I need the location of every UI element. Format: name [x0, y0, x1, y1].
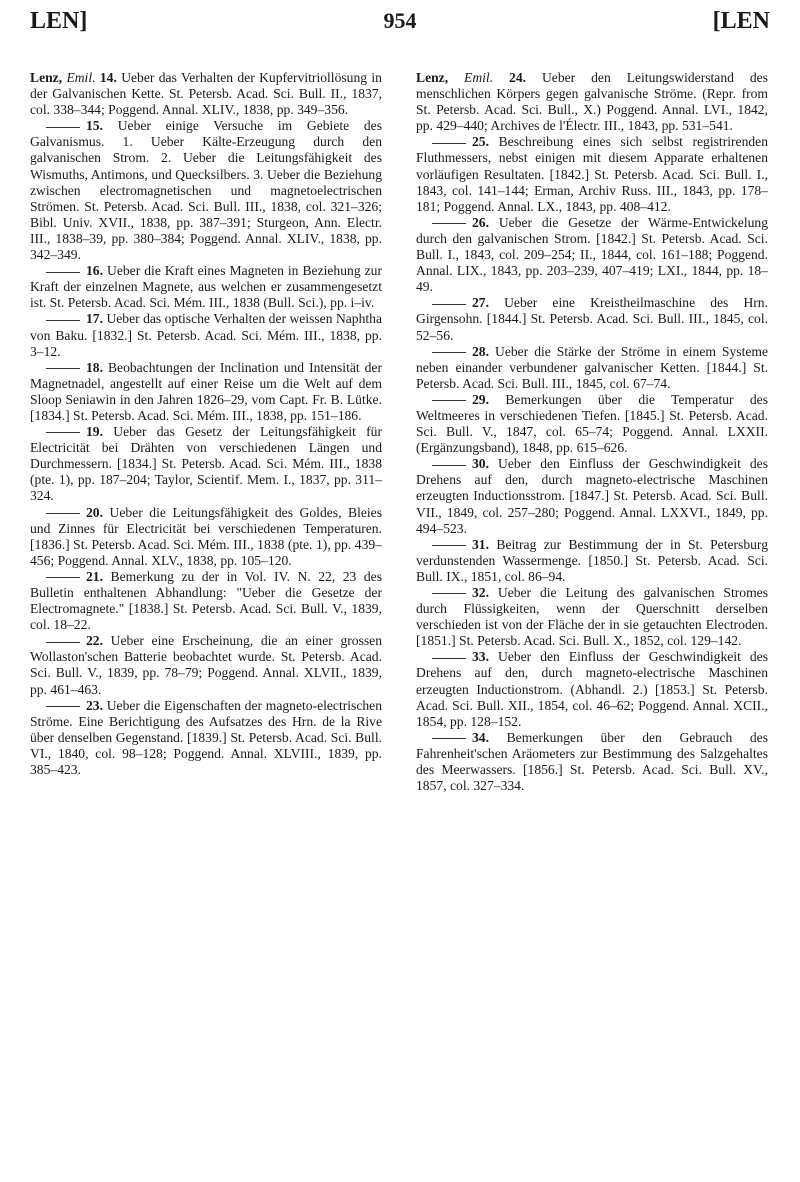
entry-number: 30.	[472, 456, 489, 472]
entry-text: Ueber eine Erscheinung, die an einer grossen Wollaston'schen Batterie beobachtet wurde. St. Petersb. Acad. Sci. Bull. V., 1839, pp. 78–79; Poggend. Annal. XLVII., 1839, pp. 461–463.	[30, 633, 382, 697]
entry-text: Beitrag zur Bestimmung der in St. Petersburg verdunstenden Wassermenge. [1850.] St. Petersb. Acad. Sci. Bull. IX., 1851, col. 86–94.	[416, 536, 768, 584]
entry-author-surname: Lenz,	[30, 70, 63, 85]
ditto-dash	[432, 738, 466, 739]
bibliography-entry	[416, 537, 768, 585]
ditto-dash	[46, 706, 80, 707]
left-column	[30, 70, 382, 778]
ditto-dash	[46, 127, 80, 128]
page-number: 954	[383, 8, 417, 33]
entry-number: 24.	[509, 70, 527, 85]
ditto-dash	[432, 545, 466, 546]
entry-text: Ueber das optische Verhalten der weissen Naphtha von Baku. [1832.] St. Petersb. Acad. Sci. Mém. III., 1838, pp. 3–12.	[30, 311, 383, 359]
header-right: [LEN	[712, 8, 770, 34]
bibliography-entry	[416, 730, 768, 794]
entry-number: 17.	[86, 311, 103, 327]
entry-author-forename: Emil.	[464, 70, 494, 85]
bibliography-entry	[30, 569, 382, 633]
ditto-dash	[46, 272, 80, 273]
bibliography-entry	[30, 70, 382, 118]
right-column	[416, 70, 768, 794]
entry-number: 26.	[472, 214, 489, 230]
entry-author-surname: Lenz,	[416, 70, 449, 85]
bibliography-entry	[416, 392, 768, 456]
entry-text: Ueber die Eigenschaften der magneto-electrischen Ströme. Eine Berichtigung des Aufsatzes des Hrn. de la Rive über denselben Gegenstand. [1839.] St. Petersb. Acad. Sci. Bull. VI., 1840, col. 98–128; Poggend. Annal. XLVIII., 1839, pp. 385–423.	[30, 697, 382, 778]
entry-number: 22.	[86, 633, 103, 649]
entry-number: 34.	[472, 729, 489, 745]
entry-number: 15.	[86, 118, 103, 134]
bibliography-entry	[30, 118, 382, 263]
entry-text: Ueber eine Kreistheilmaschine des Hrn. Girgensohn. [1844.] St. Petersb. Acad. Sci. Bull. III., 1845, col. 52–56.	[416, 295, 768, 343]
entry-text: Ueber den Einfluss der Geschwindigkeit des Drehens auf den, durch magneto-electrische Maschinen erzeugten Inductionsstrom. [1847.] St. Petersb. Acad. Sci. Bull. VII., 1849, col. 257–280; Poggend. Annal. LXXVI., 1849, pp. 494–523.	[416, 456, 768, 536]
ditto-dash	[46, 513, 80, 514]
entry-number: 28.	[472, 343, 489, 359]
entry-number: 20.	[86, 504, 103, 520]
bibliography-entry	[30, 633, 382, 697]
entry-number: 32.	[472, 585, 489, 600]
ditto-dash	[46, 642, 80, 643]
ditto-dash	[46, 368, 80, 369]
entry-number: 27.	[472, 295, 489, 311]
entry-text: Ueber die Stärke der Ströme in einem Systeme neben einander verbundener galvanischer Ketten. [1844.] St. Petersb. Acad. Sci. Bull. III., 1845, col. 67–74.	[416, 343, 768, 391]
entry-number: 31.	[472, 536, 489, 552]
entry-text: Ueber die Leitung des galvanischen Stromes durch Flüssigkeiten, wenn der Querschnitt derselben verschieden ist von der Fläche der in sie getauchten Electroden. [1851.] St. Petersb. Acad. Sci. Bull. X., 1852, col. 129–142.	[416, 585, 768, 649]
entry-number: 18.	[86, 359, 103, 375]
ditto-dash	[432, 223, 466, 224]
bibliography-entry	[416, 585, 768, 649]
entry-number: 23.	[86, 697, 103, 713]
entry-text: Ueber die Kraft eines Magneten in Beziehung zur Kraft der einzelnen Magnete, aus welchen er zusammengesetzt ist. St. Petersb. Acad. Sci. Mém. III., 1838 (Bull. Sci.), pp. i–iv.	[30, 263, 382, 311]
bibliography-entry	[30, 311, 382, 359]
entry-text: Ueber das Verhalten der Kupfervitriollösung in der Galvanischen Kette. St. Petersb. Acad. Sci. Bull. II., 1837, col. 338–344; Poggend. Annal. XLIV., 1838, pp. 349–356.	[30, 70, 382, 118]
bibliography-entry	[416, 134, 768, 214]
entry-text: Ueber einige Versuche im Gebiete des Galvanismus. 1. Ueber Kälte-Erzeugung durch den galvanischen Strom. 2. Ueber die Leitungsfähigkeit des Wismuths, Antimons, und Quecksilbers. 3. Ueber die Beziehung zwischen electromagnetischen und magnetoelectrischen Strömen. St. Petersb. Acad. Sci. Bull. III., 1838, col. 321–326; Bibl. Univ. XVII., 1838, pp. 387–391; Sturgeon, Ann. Electr. III., 1838–39, pp. 380–384; Poggend. Annal. XLIV., 1838, pp. 342–349.	[30, 118, 382, 263]
ditto-dash	[432, 658, 466, 659]
ditto-dash	[432, 304, 466, 305]
ditto-dash	[46, 577, 80, 578]
bibliography-entry	[416, 344, 768, 392]
running-header	[30, 8, 770, 44]
entry-text: Bemerkungen über den Gebrauch des Fahrenheit'schen Aräometers zur Bestimmung des Salzgehaltes des Meerwassers. [1856.] St. Petersb. Acad. Sci. Bull. XV., 1857, col. 327–334.	[416, 729, 768, 794]
bibliography-entry	[30, 263, 382, 311]
entry-text: Beschreibung eines sich selbst registrirenden Fluthmessers, nebst einigen mit diesem Apparate erhaltenen vorläufigen Resultaten. [1842.] St. Petersb. Acad. Sci. Bull. I., 1843, col. 141–144; Erman, Archiv Russ. III., 1843, pp. 178–181; Poggend. Annal. LX., 1843, pp. 408–412.	[416, 134, 768, 214]
ditto-dash	[46, 320, 80, 321]
entry-text: Beobachtungen der Inclination und Intensität der Magnetnadel, angestellt auf einer Reise um die Welt auf dem Sloop Seniawin in den Jahren 1826–29, vom Capt. Fr. B. Lütke. [1834.] St. Petersb. Acad. Sci. Mém. III., 1838, pp. 151–186.	[30, 359, 382, 423]
entry-author-forename: Emil.	[66, 70, 96, 85]
entry-number: 25.	[472, 134, 489, 150]
ditto-dash	[432, 352, 466, 353]
entry-text: Ueber den Leitungswiderstand des menschlichen Körpers gegen galvanische Ströme. (Repr. from St. Petersb. Acad. Sci. Bull., X.) Poggend. Annal. LVI., 1842, pp. 429–440; Archives de l'Électr. III., 1843, pp. 531–541.	[416, 70, 768, 134]
entry-text: Ueber die Leitungsfähigkeit des Goldes, Bleies und Zinnes für Electricität bei verschiedenen Temperaturen. [1836.] St. Petersb. Acad. Sci. Mém. III., 1838 (pte. 1), pp. 439–456; Poggend. Annal. XLV., 1838, pp. 105–120.	[30, 504, 382, 568]
ditto-dash	[432, 143, 466, 144]
entry-number: 16.	[86, 263, 103, 279]
entry-number: 19.	[86, 424, 103, 440]
entry-text: Bemerkung zu der in Vol. IV. N. 22, 23 des Bulletin enthaltenen Abhandlung: "Ueber die Gesetze der Electromagnete." [1838.] St. Petersb. Acad. Sci. Bull. V., 1839, col. 18–22.	[30, 568, 382, 633]
entry-text: Ueber das Gesetz der Leitungsfähigkeit für Electricität bei Drähten von verschiedenen Längen und Durchmessern. [1834.] St. Petersb. Acad. Sci. Mém. III., 1838 (pte. 1), pp. 187–204; Taylor, Scientif. Mem. I., 1837, pp. 311–324.	[30, 424, 382, 504]
entry-number: 21.	[86, 568, 103, 584]
entry-number: 33.	[472, 649, 489, 665]
bibliography-entry	[30, 424, 382, 504]
bibliography-entry	[30, 360, 382, 424]
bibliography-entry	[416, 456, 768, 536]
header-left: LEN]	[30, 8, 88, 34]
ditto-dash	[432, 465, 466, 466]
bibliography-entry	[416, 215, 768, 295]
bibliography-entry	[416, 649, 768, 729]
entry-number: 29.	[472, 391, 489, 407]
bibliography-entry	[416, 295, 768, 343]
bibliography-entry	[416, 70, 768, 134]
entry-text: Ueber die Gesetze der Wärme-Entwickelung durch den galvanischen Strom. [1842.] St. Petersb. Acad. Sci. Bull. I., 1843, col. 209–254; II., 1844, col. 161–188; Poggend. Annal. LIX., 1843, pp. 203–239, 407–419; LXI., 1844, pp. 18–49.	[416, 214, 768, 295]
entry-number: 14.	[99, 70, 117, 85]
bibliography-entry	[30, 505, 382, 569]
ditto-dash	[46, 432, 80, 433]
entry-text: Ueber den Einfluss der Geschwindigkeit des Drehens auf den, durch magneto-electrische Maschinen erzeugten Inductionstrom. (Abhandl. 2.) [1853.] St. Petersb. Acad. Sci. Bull. XII., 1854, col. 46–62; Poggend. Annal. XCII., 1854, pp. 128–152.	[416, 649, 768, 729]
ditto-dash	[432, 593, 466, 594]
ditto-dash	[432, 400, 466, 401]
entry-text: Bemerkungen über die Temperatur des Weltmeeres in verschiedenen Tiefen. [1845.] St. Petersb. Acad. Sci. Bull. V., 1847, col. 65–74; Poggend. Annal. LXXII. (Ergänzungsband), 1848, pp. 615–626.	[416, 391, 769, 456]
bibliography-entry	[30, 698, 382, 778]
